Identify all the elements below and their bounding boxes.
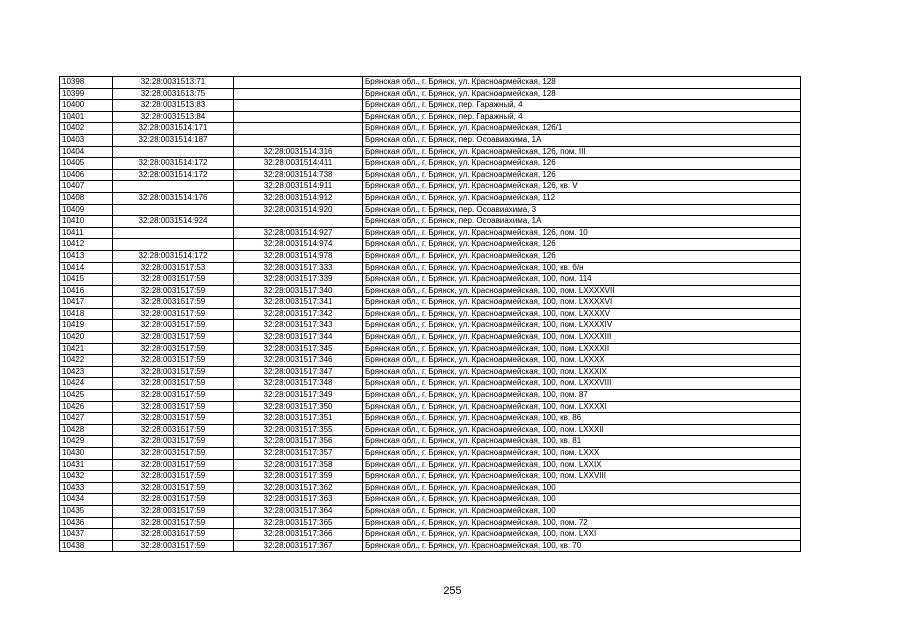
land-cadastral-number-cell: 32:28:0031517:59: [113, 274, 234, 286]
land-cadastral-number-cell: 32:28:0031514:187: [113, 134, 234, 146]
row-number-cell: 10424: [60, 378, 113, 390]
object-cadastral-number-cell: 32:28:0031517:344: [234, 332, 363, 344]
row-number-cell: 10412: [60, 239, 113, 251]
land-cadastral-number-cell: 32:28:0031517:59: [113, 401, 234, 413]
row-number-cell: 10432: [60, 471, 113, 483]
table-row: [60, 158, 801, 170]
address-cell: Брянская обл., г. Брянск, ул. Красноармейская, 100, кв. б/н: [363, 262, 801, 274]
object-cadastral-number-cell: 32:28:0031517:333: [234, 262, 363, 274]
table-row: [60, 181, 801, 193]
land-cadastral-number-cell: 32:28:0031517:59: [113, 529, 234, 541]
address-cell: Брянская обл., г. Брянск, ул. Красноармейская, 100, пом. LXXI: [363, 529, 801, 541]
row-number-cell: 10408: [60, 192, 113, 204]
row-number-cell: 10430: [60, 448, 113, 460]
address-cell: Брянская обл., г. Брянск, ул. Красноармейская, 100, пом. LXXXXVII: [363, 285, 801, 297]
table-row: [60, 459, 801, 471]
address-cell: Брянская обл., г. Брянск, ул. Красноармейская, 100, пом. 87: [363, 390, 801, 402]
object-cadastral-number-cell: 32:28:0031517:342: [234, 308, 363, 320]
table-row: [60, 169, 801, 181]
property-register-table: [59, 76, 801, 552]
object-cadastral-number-cell: 32:28:0031517:363: [234, 494, 363, 506]
address-cell: Брянская обл., г. Брянск, ул. Красноармейская, 126/1: [363, 123, 801, 135]
table-row: [60, 378, 801, 390]
table-row: [60, 227, 801, 239]
land-cadastral-number-cell: 32:28:0031517:59: [113, 424, 234, 436]
row-number-cell: 10405: [60, 158, 113, 170]
land-cadastral-number-cell: 32:28:0031517:59: [113, 297, 234, 309]
land-cadastral-number-cell: 32:28:0031517:59: [113, 355, 234, 367]
row-number-cell: 10422: [60, 355, 113, 367]
object-cadastral-number-cell: 32:28:0031514:738: [234, 169, 363, 181]
land-cadastral-number-cell: 32:28:0031513:83: [113, 100, 234, 112]
address-cell: Брянская обл., г. Брянск, ул. Красноармейская, 100, пом. LXXXX: [363, 355, 801, 367]
row-number-cell: 10435: [60, 505, 113, 517]
address-cell: Брянская обл., г. Брянск, ул. Красноармейская, 126, кв. V: [363, 181, 801, 193]
address-cell: Брянская обл., г. Брянск, ул. Красноармейская, 126, пом. III: [363, 146, 801, 158]
object-cadastral-number-cell: 32:28:0031514:316: [234, 146, 363, 158]
row-number-cell: 10437: [60, 529, 113, 541]
address-cell: Брянская обл., г. Брянск, ул. Красноармейская, 100, пом. LXXXXII: [363, 343, 801, 355]
row-number-cell: 10421: [60, 343, 113, 355]
land-cadastral-number-cell: 32:28:0031517:53: [113, 262, 234, 274]
table-row: [60, 274, 801, 286]
row-number-cell: 10402: [60, 123, 113, 135]
address-cell: Брянская обл., г. Брянск, ул. Красноармейская, 100, пом. LXXXXIII: [363, 332, 801, 344]
land-cadastral-number-cell: [113, 227, 234, 239]
address-cell: Брянская обл., г. Брянск, ул. Красноармейская, 126: [363, 250, 801, 262]
table-row: [60, 448, 801, 460]
land-cadastral-number-cell: 32:28:0031517:59: [113, 436, 234, 448]
address-cell: Брянская обл., г. Брянск, пер. Гаражный, 4: [363, 100, 801, 112]
land-cadastral-number-cell: 32:28:0031514:176: [113, 192, 234, 204]
table-row: [60, 540, 801, 552]
land-cadastral-number-cell: 32:28:0031517:59: [113, 448, 234, 460]
land-cadastral-number-cell: 32:28:0031513:84: [113, 111, 234, 123]
row-number-cell: 10404: [60, 146, 113, 158]
row-number-cell: 10409: [60, 204, 113, 216]
address-cell: Брянская обл., г. Брянск, ул. Красноармейская, 100, пом. LXXXXI: [363, 401, 801, 413]
address-cell: Брянская обл., г. Брянск, ул. Красноармейская, 100: [363, 494, 801, 506]
table-row: [60, 262, 801, 274]
table-row: [60, 505, 801, 517]
register-table-body: [60, 77, 801, 552]
object-cadastral-number-cell: 32:28:0031514:912: [234, 192, 363, 204]
table-row: [60, 134, 801, 146]
row-number-cell: 10416: [60, 285, 113, 297]
row-number-cell: 10428: [60, 424, 113, 436]
land-cadastral-number-cell: 32:28:0031513:71: [113, 77, 234, 89]
object-cadastral-number-cell: [234, 123, 363, 135]
land-cadastral-number-cell: [113, 204, 234, 216]
land-cadastral-number-cell: 32:28:0031517:59: [113, 366, 234, 378]
row-number-cell: 10413: [60, 250, 113, 262]
land-cadastral-number-cell: 32:28:0031517:59: [113, 378, 234, 390]
table-row: [60, 355, 801, 367]
land-cadastral-number-cell: 32:28:0031517:59: [113, 459, 234, 471]
row-number-cell: 10436: [60, 517, 113, 529]
address-cell: Брянская обл., г. Брянск, пер. Осоавиахима, 1А: [363, 134, 801, 146]
object-cadastral-number-cell: 32:28:0031514:978: [234, 250, 363, 262]
table-row: [60, 413, 801, 425]
object-cadastral-number-cell: 32:28:0031517:340: [234, 285, 363, 297]
table-row: [60, 482, 801, 494]
row-number-cell: 10420: [60, 332, 113, 344]
row-number-cell: 10425: [60, 390, 113, 402]
table-row: [60, 332, 801, 344]
land-cadastral-number-cell: [113, 239, 234, 251]
object-cadastral-number-cell: 32:28:0031517:357: [234, 448, 363, 460]
land-cadastral-number-cell: 32:28:0031517:59: [113, 308, 234, 320]
object-cadastral-number-cell: 32:28:0031517:367: [234, 540, 363, 552]
land-cadastral-number-cell: 32:28:0031517:59: [113, 320, 234, 332]
object-cadastral-number-cell: 32:28:0031514:927: [234, 227, 363, 239]
object-cadastral-number-cell: 32:28:0031517:348: [234, 378, 363, 390]
row-number-cell: 10407: [60, 181, 113, 193]
table-row: [60, 517, 801, 529]
table-row: [60, 308, 801, 320]
table-row: [60, 239, 801, 251]
table-row: [60, 390, 801, 402]
address-cell: Брянская обл., г. Брянск, ул. Красноармейская, 100: [363, 482, 801, 494]
row-number-cell: 10417: [60, 297, 113, 309]
object-cadastral-number-cell: 32:28:0031514:911: [234, 181, 363, 193]
table-row: [60, 192, 801, 204]
object-cadastral-number-cell: 32:28:0031514:920: [234, 204, 363, 216]
address-cell: Брянская обл., г. Брянск, ул. Красноармейская, 126: [363, 158, 801, 170]
land-cadastral-number-cell: [113, 181, 234, 193]
address-cell: Брянская обл., г. Брянск, ул. Красноармейская, 100, кв. 86: [363, 413, 801, 425]
row-number-cell: 10415: [60, 274, 113, 286]
row-number-cell: 10429: [60, 436, 113, 448]
address-cell: Брянская обл., г. Брянск, ул. Красноармейская, 126: [363, 239, 801, 251]
land-cadastral-number-cell: 32:28:0031517:59: [113, 517, 234, 529]
object-cadastral-number-cell: [234, 100, 363, 112]
object-cadastral-number-cell: 32:28:0031517:346: [234, 355, 363, 367]
row-number-cell: 10398: [60, 77, 113, 89]
land-cadastral-number-cell: [113, 146, 234, 158]
table-row: [60, 77, 801, 89]
land-cadastral-number-cell: 32:28:0031517:59: [113, 413, 234, 425]
row-number-cell: 10427: [60, 413, 113, 425]
address-cell: Брянская обл., г. Брянск, ул. Красноармейская, 100, пом. LXXXVIII: [363, 378, 801, 390]
address-cell: Брянская обл., г. Брянск, пер. Гаражный, 4: [363, 111, 801, 123]
address-cell: Брянская обл., г. Брянск, ул. Красноармейская, 100, пом. 114: [363, 274, 801, 286]
object-cadastral-number-cell: 32:28:0031517:358: [234, 459, 363, 471]
land-cadastral-number-cell: 32:28:0031517:59: [113, 505, 234, 517]
row-number-cell: 10400: [60, 100, 113, 112]
object-cadastral-number-cell: [234, 216, 363, 228]
address-cell: Брянская обл., г. Брянск, ул. Красноармейская, 100: [363, 505, 801, 517]
table-row: [60, 285, 801, 297]
address-cell: Брянская обл., г. Брянск, пер. Осоавиахима, 3: [363, 204, 801, 216]
table-row: [60, 494, 801, 506]
address-cell: Брянская обл., г. Брянск, ул. Красноармейская, 112: [363, 192, 801, 204]
table-row: [60, 111, 801, 123]
object-cadastral-number-cell: [234, 134, 363, 146]
address-cell: Брянская обл., г. Брянск, ул. Красноармейская, 100, пом. LXXXIX: [363, 366, 801, 378]
address-cell: Брянская обл., г. Брянск, ул. Красноармейская, 126: [363, 169, 801, 181]
row-number-cell: 10418: [60, 308, 113, 320]
row-number-cell: 10426: [60, 401, 113, 413]
table-row: [60, 343, 801, 355]
object-cadastral-number-cell: [234, 88, 363, 100]
row-number-cell: 10423: [60, 366, 113, 378]
table-row: [60, 250, 801, 262]
row-number-cell: 10419: [60, 320, 113, 332]
object-cadastral-number-cell: 32:28:0031517:345: [234, 343, 363, 355]
address-cell: Брянская обл., г. Брянск, ул. Красноармейская, 126, пом. 10: [363, 227, 801, 239]
address-cell: Брянская обл., г. Брянск, ул. Красноармейская, 100, пом. LXXXXIV: [363, 320, 801, 332]
table-row: [60, 366, 801, 378]
object-cadastral-number-cell: 32:28:0031517:349: [234, 390, 363, 402]
table-row: [60, 471, 801, 483]
object-cadastral-number-cell: 32:28:0031517:355: [234, 424, 363, 436]
land-cadastral-number-cell: 32:28:0031514:172: [113, 169, 234, 181]
table-row: [60, 146, 801, 158]
table-row: [60, 88, 801, 100]
address-cell: Брянская обл., г. Брянск, ул. Красноармейская, 100, пом. LXXIX: [363, 459, 801, 471]
land-cadastral-number-cell: 32:28:0031513:75: [113, 88, 234, 100]
address-cell: Брянская обл., г. Брянск, ул. Красноармейская, 128: [363, 77, 801, 89]
row-number-cell: 10399: [60, 88, 113, 100]
land-cadastral-number-cell: 32:28:0031517:59: [113, 482, 234, 494]
row-number-cell: 10431: [60, 459, 113, 471]
address-cell: Брянская обл., г. Брянск, ул. Красноармейская, 100, кв. 70: [363, 540, 801, 552]
land-cadastral-number-cell: 32:28:0031514:171: [113, 123, 234, 135]
address-cell: Брянская обл., г. Брянск, ул. Красноармейская, 100, пом. LXXXXV: [363, 308, 801, 320]
land-cadastral-number-cell: 32:28:0031517:59: [113, 285, 234, 297]
table-row: [60, 436, 801, 448]
land-cadastral-number-cell: 32:28:0031517:59: [113, 540, 234, 552]
object-cadastral-number-cell: 32:28:0031517:339: [234, 274, 363, 286]
land-cadastral-number-cell: 32:28:0031514:924: [113, 216, 234, 228]
object-cadastral-number-cell: 32:28:0031517:362: [234, 482, 363, 494]
row-number-cell: 10403: [60, 134, 113, 146]
object-cadastral-number-cell: 32:28:0031514:411: [234, 158, 363, 170]
row-number-cell: 10406: [60, 169, 113, 181]
table-row: [60, 529, 801, 541]
row-number-cell: 10401: [60, 111, 113, 123]
table-row: [60, 100, 801, 112]
land-cadastral-number-cell: 32:28:0031517:59: [113, 332, 234, 344]
land-cadastral-number-cell: 32:28:0031517:59: [113, 471, 234, 483]
land-cadastral-number-cell: 32:28:0031517:59: [113, 494, 234, 506]
row-number-cell: 10414: [60, 262, 113, 274]
object-cadastral-number-cell: 32:28:0031517:347: [234, 366, 363, 378]
object-cadastral-number-cell: 32:28:0031517:343: [234, 320, 363, 332]
object-cadastral-number-cell: 32:28:0031517:366: [234, 529, 363, 541]
address-cell: Брянская обл., г. Брянск, пер. Осоавиахима, 1А: [363, 216, 801, 228]
row-number-cell: 10410: [60, 216, 113, 228]
table-row: [60, 401, 801, 413]
table-row: [60, 204, 801, 216]
object-cadastral-number-cell: 32:28:0031517:356: [234, 436, 363, 448]
object-cadastral-number-cell: 32:28:0031514:974: [234, 239, 363, 251]
table-row: [60, 424, 801, 436]
table-row: [60, 216, 801, 228]
address-cell: Брянская обл., г. Брянск, ул. Красноармейская, 100, пом. LXXXII: [363, 424, 801, 436]
object-cadastral-number-cell: 32:28:0031517:364: [234, 505, 363, 517]
page-number: 255: [443, 585, 462, 597]
address-cell: Брянская обл., г. Брянск, ул. Красноармейская, 100, кв. 81: [363, 436, 801, 448]
row-number-cell: 10411: [60, 227, 113, 239]
object-cadastral-number-cell: [234, 77, 363, 89]
object-cadastral-number-cell: 32:28:0031517:365: [234, 517, 363, 529]
table-row: [60, 320, 801, 332]
row-number-cell: 10433: [60, 482, 113, 494]
table-row: [60, 123, 801, 135]
address-cell: Брянская обл., г. Брянск, ул. Красноармейская, 100, пом. LXXX: [363, 448, 801, 460]
land-cadastral-number-cell: 32:28:0031514:172: [113, 158, 234, 170]
object-cadastral-number-cell: 32:28:0031517:341: [234, 297, 363, 309]
row-number-cell: 10434: [60, 494, 113, 506]
object-cadastral-number-cell: 32:28:0031517:359: [234, 471, 363, 483]
table-row: [60, 297, 801, 309]
address-cell: Брянская обл., г. Брянск, ул. Красноармейская, 100, пом. 72: [363, 517, 801, 529]
address-cell: Брянская обл., г. Брянск, ул. Красноармейская, 128: [363, 88, 801, 100]
address-cell: Брянская обл., г. Брянск, ул. Красноармейская, 100, пом. LXXVIII: [363, 471, 801, 483]
object-cadastral-number-cell: [234, 111, 363, 123]
row-number-cell: 10438: [60, 540, 113, 552]
object-cadastral-number-cell: 32:28:0031517:350: [234, 401, 363, 413]
land-cadastral-number-cell: 32:28:0031514:172: [113, 250, 234, 262]
object-cadastral-number-cell: 32:28:0031517:351: [234, 413, 363, 425]
address-cell: Брянская обл., г. Брянск, ул. Красноармейская, 100, пом. LXXXXVI: [363, 297, 801, 309]
land-cadastral-number-cell: 32:28:0031517:59: [113, 390, 234, 402]
land-cadastral-number-cell: 32:28:0031517:59: [113, 343, 234, 355]
